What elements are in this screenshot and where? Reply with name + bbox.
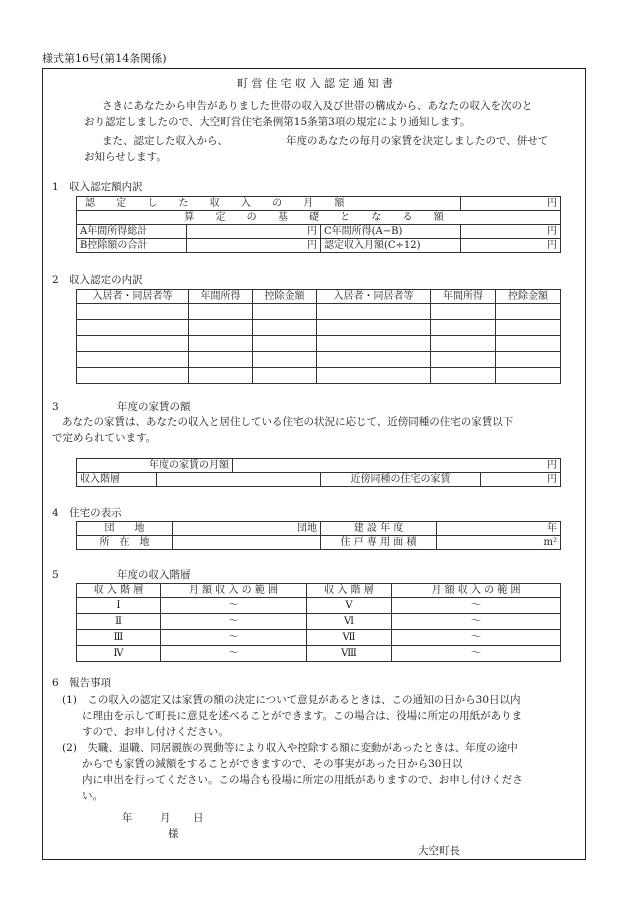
table-row [77,368,561,384]
col-header: 年間所得 [189,290,253,304]
report-item-2-line-3: 内に申出を行ってください。この場合も役場に所定の用紙がありますので、お申し付けくださ [82,774,523,786]
form-label: 様式第16号(第14条関係) [42,52,167,65]
date-year: 年 [122,812,133,824]
intro-line-3a: また、認定した収入から、 [102,135,228,147]
recipient-sama: 様 [168,828,179,840]
complex-label: 団 地 [77,522,173,536]
construction-year-label: 建 設 年 度 [321,522,437,536]
construction-year-unit: 年 [437,522,561,536]
section3-number: 3 [52,401,59,413]
section2-heading: 2 収入認定の内訳 [52,274,143,286]
report-item-1-line-3: すので、お申し付けください。 [82,726,229,738]
section5-number: 5 [52,569,59,581]
c-annual-income-label: C年間所得(A−B) [321,225,461,239]
table-row: I 〜 Ⅴ 〜 [77,598,561,614]
table-row [77,336,561,352]
section3-heading: 年度の家賃の額 [117,401,191,413]
intro-line-2: おり認定しましたので、大空町営住宅条例第15条第3項の規定により通知します。 [84,116,471,128]
report-item-2-line-2: からでも家賃の減額をすることができますので、その事実があった日から30日以 [82,758,463,770]
col-header: 月 額 収 入 の 範 囲 [161,584,307,598]
col-header: 収 入 階 層 [307,584,392,598]
income-detail-table [76,289,561,384]
rent-table [76,458,561,487]
recognized-monthly-label: 認 定 し た 収 入 の 月 額 [77,197,461,211]
a-yen: 円 [187,225,321,239]
table-row: Ⅲ 〜 Ⅶ 〜 [77,630,561,646]
report-item-2-line-1: (2) 失職、退職、同居親族の異動等により収入や控除する額に変動があったときは、年度の途中 [62,742,518,754]
date-day: 日 [193,812,204,824]
b-deduction-label: B控除額の合計 [77,239,187,253]
recognized-monthly-yen: 円 [461,197,561,211]
nearby-rent-yen: 円 [481,473,561,487]
col-header: 年間所得 [431,290,496,304]
income-class-label: 収入階層 [77,473,157,487]
intro-line-1: さきにあなたから申告がありました世帯の収入及び世帯の構成から、あなたの収入を次のと [102,100,533,112]
housing-table [76,521,561,550]
date-month: 月 [160,812,171,824]
a-total-income-label: A年間所得総計 [77,225,187,239]
section3-body-2: で定められています。 [52,432,157,444]
col-header: 控除金額 [253,290,317,304]
report-item-1-line-2: に理由を示して町長に意見を述べることができます。この場合は、役場に所定の用紙がありま [82,710,523,722]
floor-area-unit: m² [437,536,561,550]
table-row [77,352,561,368]
section6-heading: 6 報告事項 [52,677,112,689]
table-row [77,304,561,320]
income-class-table [76,583,561,662]
basis-label: 算 定 の 基 礎 と な る 額 [77,211,561,225]
address-value [173,536,321,550]
table-row: Ⅱ 〜 Ⅵ 〜 [77,614,561,630]
col-header: 入居者・同居者等 [77,290,189,304]
report-item-1-line-1: (1) この収入の認定又は家賃の額の決定について意見があるときは、この通知の日から30日以内 [62,694,521,706]
col-header: 収 入 階 層 [77,584,161,598]
document-title: 町 営 住 宅 収 入 認 定 通 知 書 [237,77,393,90]
income-class-value [157,473,321,487]
section4-heading: 4 住宅の表示 [52,507,122,519]
col-header: 控除金額 [496,290,561,304]
monthly-rent-yen: 円 [233,459,561,473]
monthly-rent-label: 年度の家賃の月額 [77,459,233,473]
c-yen: 円 [461,225,561,239]
complex-suffix: 団地 [173,522,321,536]
mayor-signature: 大空町長 [418,845,460,857]
floor-area-label: 住 戸 専 用 面 積 [321,536,437,550]
d-monthly-income-label: 認定収入月額(C÷12) [321,239,461,253]
address-label: 所 在 地 [77,536,173,550]
section1-heading: 1 収入認定額内訳 [52,181,143,193]
nearby-rent-label: 近傍同種の住宅の家賃 [321,473,481,487]
table-row [77,320,561,336]
section3-body-1: あなたの家賃は、あなたの収入と居住している住宅の状況に応じて、近傍同種の住宅の家賃以下 [62,416,514,428]
income-breakdown-table [76,196,561,253]
d-yen: 円 [461,239,561,253]
table-row: Ⅳ 〜 Ⅷ 〜 [77,646,561,662]
b-yen: 円 [187,239,321,253]
report-item-2-line-4: い。 [82,790,103,802]
intro-line-3b: 年度のあなたの毎月の家賃を決定しましたので、併せて [286,135,549,147]
section5-heading: 年度の収入階層 [117,569,191,581]
col-header: 入居者・同居者等 [317,290,431,304]
intro-line-4: お知らせします。 [84,151,167,163]
col-header: 月 額 収 入 の 範 囲 [392,584,561,598]
